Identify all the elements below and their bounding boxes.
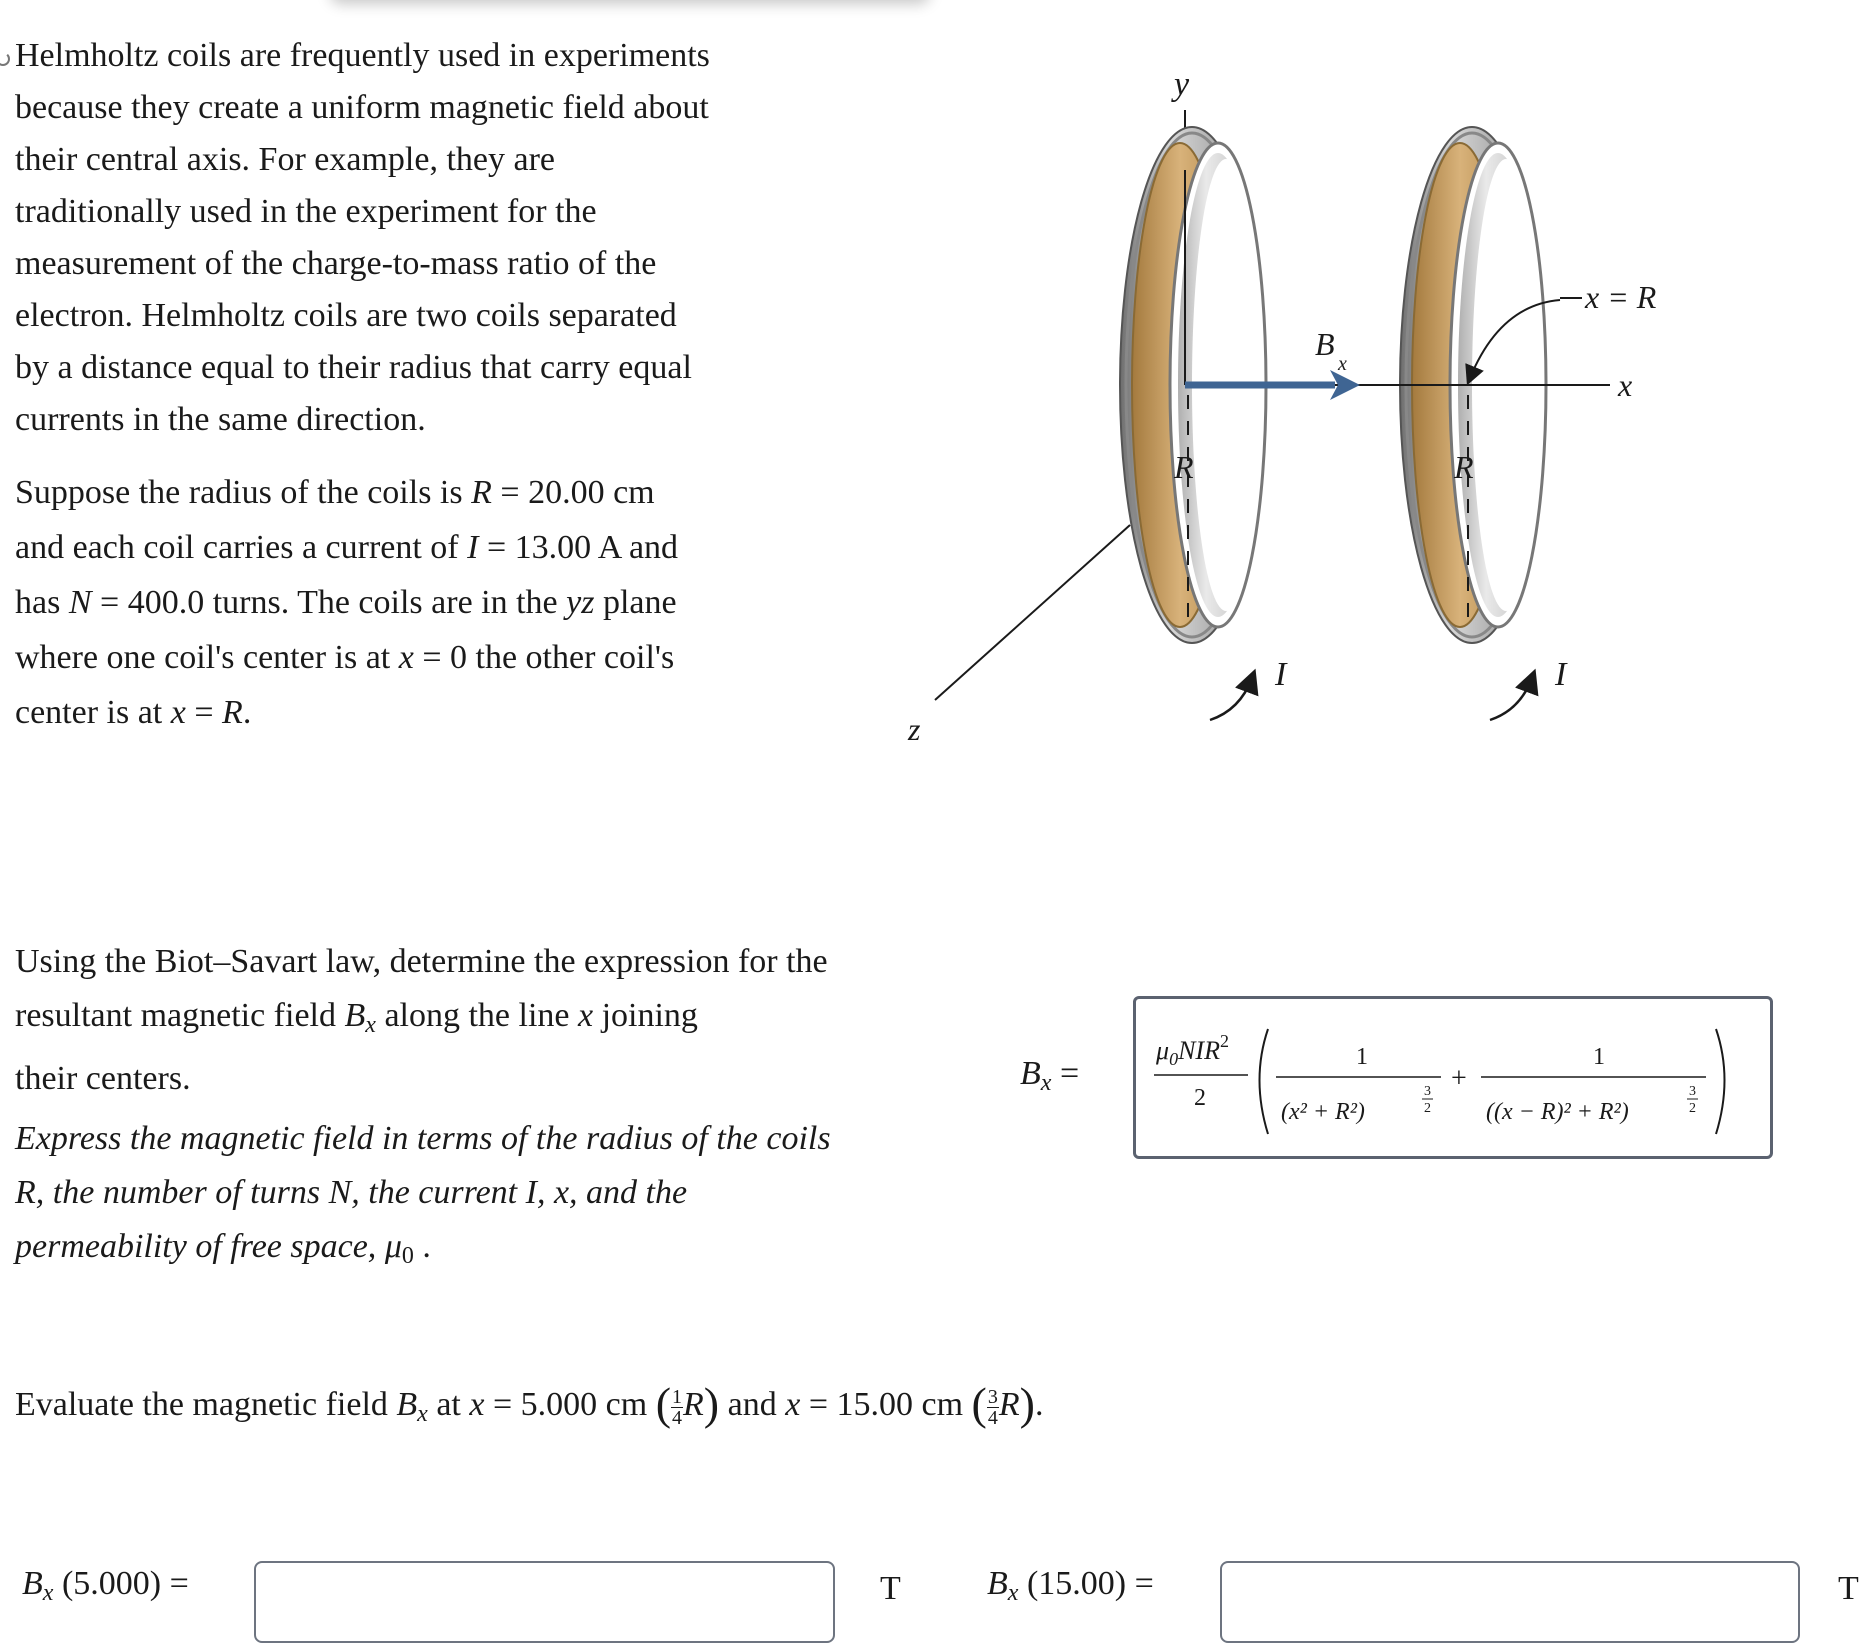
part1-line: Using the Biot–Savart law, determine the expression for the	[15, 943, 828, 980]
plus-sign: +	[1451, 1063, 1467, 1094]
question-marker	[0, 52, 10, 66]
intro-line: Helmholtz coils are frequently used in experiments	[15, 37, 710, 74]
bx-15cm-label: $B_x$ (15.00) =	[987, 1565, 1154, 1606]
bx-5cm-label: $B_x$ (5.000) =	[22, 1565, 189, 1606]
bx-15cm-input[interactable]	[1220, 1561, 1800, 1643]
bx-5cm-unit: T	[880, 1570, 901, 1607]
bx-label: B	[1315, 326, 1335, 362]
right-paren	[1716, 1029, 1725, 1134]
fraction-one-quarter: $\frac{1}{4}$	[672, 1385, 683, 1429]
current-label-right: I	[1555, 656, 1567, 693]
current-label-left: I	[1275, 656, 1287, 693]
instruction-line: Express the magnetic field in terms of the radius of the coils	[15, 1120, 831, 1157]
z-axis	[935, 525, 1130, 700]
part1-line: resultant magnetic field $B_x$ along the line x joining	[15, 997, 698, 1038]
formula-expression	[1136, 999, 1770, 1156]
intro-line: measurement of the charge-to-mass ratio of the	[15, 245, 657, 282]
term1-numerator: 1	[1356, 1044, 1368, 1070]
term1-denominator: (x² + R²)	[1281, 1099, 1365, 1125]
bx-label-sub: x	[1338, 353, 1347, 375]
fraction-three-quarters: $\frac{3}{4}$	[987, 1385, 998, 1429]
bx-answer-label: $B_x$ =	[1020, 1055, 1080, 1096]
bx-5cm-input[interactable]	[254, 1561, 835, 1643]
term2-exponent-num: 3	[1689, 1084, 1696, 1099]
instruction-line: permeability of free space, $\mu_0$ .	[15, 1228, 431, 1269]
current-arrow-left	[1210, 678, 1252, 720]
intro-line: traditionally used in the experiment for the	[15, 193, 597, 230]
z-axis-label: z	[908, 711, 921, 747]
intro-paragraph	[15, 30, 775, 446]
setup-paragraph	[15, 465, 775, 740]
intro-line: electron. Helmholtz coils are two coils separated	[15, 297, 677, 334]
radius-label-right: R	[1454, 449, 1474, 485]
x-equals-r-label: x = R	[1585, 279, 1657, 315]
setup-line-current: and each coil carries a current of I = 13.00 A and	[15, 529, 679, 566]
setup-line-radius: Suppose the radius of the coils is R = 20.00 cm	[15, 474, 655, 511]
prefactor-numerator: $\mu_0NIR^2$	[1156, 1031, 1229, 1069]
intro-line: by a distance equal to their radius that carry equal	[15, 349, 692, 386]
setup-line-position: where one coil's center is at x = 0 the other coil's	[15, 639, 675, 676]
helmholtz-coils-figure	[880, 60, 1657, 820]
bx-15cm-unit: T	[1838, 1570, 1859, 1607]
left-paren	[1260, 1029, 1269, 1134]
formula-answer-box[interactable]	[1133, 996, 1773, 1159]
radius-label-left: R	[1174, 449, 1194, 485]
setup-line-turns: has N = 400.0 turns. The coils are in the yz plane	[15, 584, 677, 621]
term2-denominator: ((x − R)² + R²)	[1486, 1099, 1629, 1125]
x-axis-label: x	[1618, 367, 1633, 403]
intro-line: because they create a uniform magnetic field about	[15, 89, 709, 126]
part2-question: Evaluate the magnetic field $B_x$ at x = 5.000 cm ( $\frac{1}{4}$ R) and x = 15.00 cm ( $\frac{3}{4}$ R).	[15, 1378, 1044, 1429]
setup-line-center: center is at x = R.	[15, 694, 252, 731]
part1-question	[15, 935, 895, 1106]
part1-instructions	[15, 1112, 915, 1283]
term2-exponent-den: 2	[1689, 1101, 1696, 1116]
term1-exponent-num: 3	[1424, 1084, 1431, 1099]
intro-line: currents in the same direction.	[15, 401, 426, 438]
intro-line: their central axis. For example, they are	[15, 141, 555, 178]
term2-numerator: 1	[1593, 1044, 1605, 1070]
current-arrow-right	[1490, 678, 1532, 720]
part1-line: their centers.	[15, 1060, 191, 1097]
instruction-line: R, the number of turns N, the current I, x, and the	[15, 1174, 688, 1211]
prefactor-denominator: 2	[1194, 1085, 1206, 1111]
term1-exponent-den: 2	[1424, 1101, 1431, 1116]
y-axis-label: y	[1174, 66, 1190, 103]
